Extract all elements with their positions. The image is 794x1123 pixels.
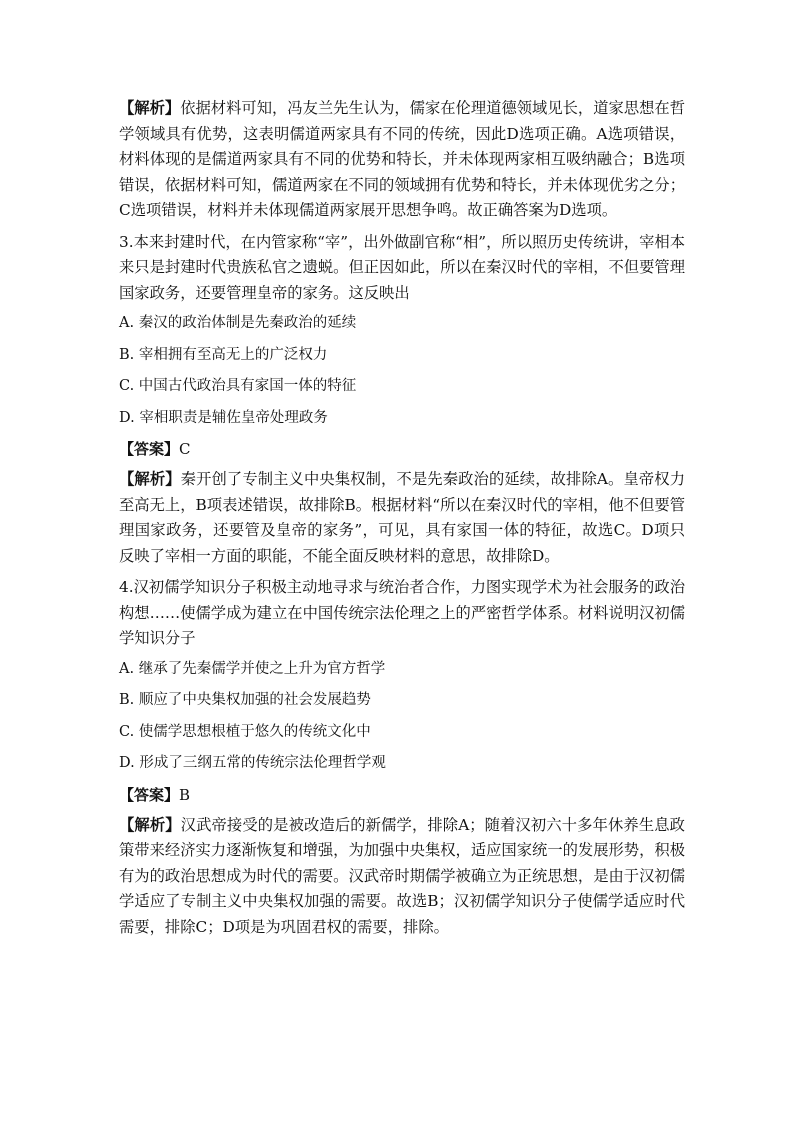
analysis-text: 汉武帝接受的是被改造后的新儒学，排除A；随着汉初六十多年休养生息政策带来经济实力逐渐恢复和增强，为加强中央集权，适应国家统一的发展形势，积极有为的政治思想成为时代的需要。汉武帝时期儒学被确立为正统思想，是由于汉初儒学适应了专制主义中央集权加强的需要。故选B；汉初儒学知识分子使儒学适应时代需要，排除C；D项是为巩固君权的需要，排除。 — [119, 815, 685, 936]
question-4-stem: 4.汉初儒学知识分子积极主动地寻求与统治者合作，力图实现学术为社会服务的政治构想……使儒学成为建立在中国传统宗法伦理之上的严密哲学体系。材料说明汉初儒学知识分子 — [119, 578, 685, 647]
document-page — [119, 96, 685, 946]
question-4-option-b: B. 顺应了中央集权加强的社会发展趋势 — [119, 692, 371, 708]
question-3-option-a: A. 秦汉的政治体制是先秦政治的延续 — [119, 315, 357, 331]
question-4-answer — [119, 784, 685, 806]
question-4-option-c: C. 使儒学思想根植于悠久的传统文化中 — [119, 723, 371, 740]
analysis-paragraph — [119, 96, 685, 224]
question-3-stem: 3.本来封建时代，在内管家称“宰”，出外做副官称“相”，所以照历史传统讲，宰相本来只是封建时代贵族私官之遗蜕。但正因如此，所以在秦汉时代的宰相，不但要管理国家政务，还要管理皇帝的家务。这反映出 — [119, 232, 685, 302]
question-3-analysis — [119, 467, 685, 569]
question-3-option-d: D. 宰相职责是辅佐皇帝处理政务 — [119, 409, 328, 426]
analysis-label: 【解析】 — [119, 815, 181, 834]
answer-label: 【答案】 — [119, 785, 180, 804]
answer-value: B — [179, 785, 191, 804]
analysis-label: 【解析】 — [119, 99, 181, 117]
question-3-option-b: B. 宰相拥有至高无上的广泛权力 — [119, 346, 328, 363]
question-3-option-c: C. 中国古代政治具有家国一体的特征 — [119, 378, 357, 394]
answer-label: 【答案】 — [119, 440, 180, 458]
analysis-text: 秦开创了专制主义中央集权制，不是先秦政治的延续，故排除A。皇帝权力至高无上，B项表述错误，故排除B。根据材料“所以在秦汉时代的宰相，他不但要管理国家政务，还要管及皇帝的家务”，可见，具有家国一体的特征，故选C。D项只反映了宰相一方面的职能，不能全面反映材料的意思，故排除D。 — [119, 470, 685, 565]
question-3-answer — [119, 438, 685, 460]
question-4-option-a: A. 继承了先秦儒学并使之上升为官方哲学 — [119, 660, 386, 677]
analysis-text: 依据材料可知，冯友兰先生认为，儒家在伦理道德领域见长，道家思想在哲学领域具有优势，这表明儒道两家具有不同的传统，因此D选项正确。A选项错误，材料体现的是儒道两家具有不同的优势和特长，并未体现两家相互吸纳融合；B选项错误，依据材料可知，儒道两家在不同的领域拥有优势和特长，并未体现优劣之分；C选项错误，材料并未体现儒道两家展开思想争鸣。故正确答案为D选项。 — [119, 99, 686, 219]
answer-value: C — [179, 440, 191, 458]
question-4-analysis — [119, 813, 685, 941]
analysis-label: 【解析】 — [119, 470, 181, 488]
question-4-option-d: D. 形成了三纲五常的传统宗法伦理哲学观 — [119, 755, 386, 771]
